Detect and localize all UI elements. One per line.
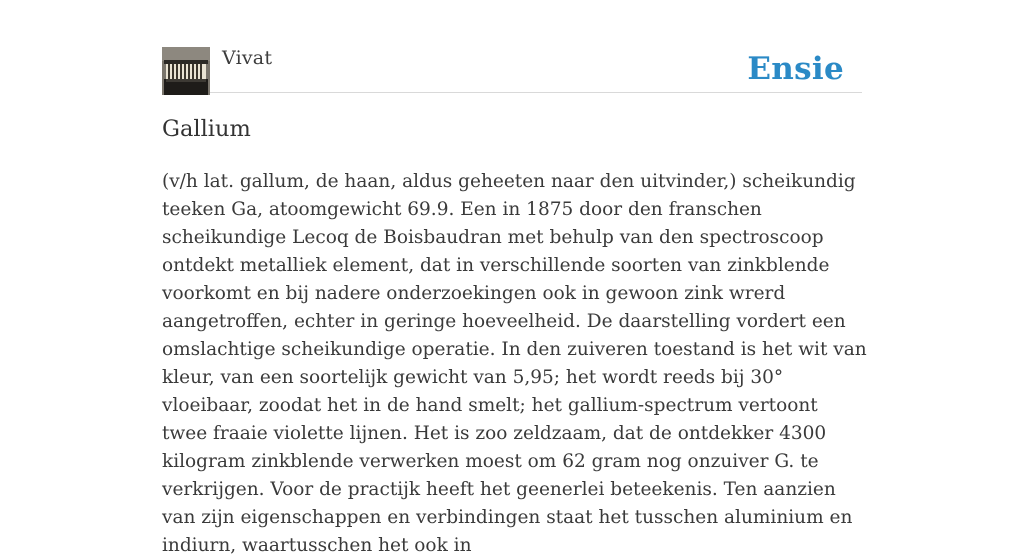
brand-logo[interactable]: Ensie (747, 51, 844, 87)
page-title: Gallium (162, 116, 251, 142)
avatar-image (162, 47, 210, 95)
site-header (162, 46, 862, 93)
book-spines-icon[interactable] (162, 47, 210, 95)
source-name[interactable]: Vivat (222, 47, 273, 69)
article-body: (v/h lat. gallum, de haan, aldus geheeten naar den uitvinder,) scheikundig teeken Ga, atoomgewicht 69.9. Een in 1875 door den franschen scheikundige Lecoq de Boisbaudran met behulp van den spectroscoop ontdekt metalliek element, dat in verschillende soorten van zinkblende voorkomt en bij nadere onderzoekingen ook in gewoon zink wrerd aangetroffen, echter in geringe hoeveelheid. De daarstelling vordert een omslachtige scheikundige operatie. In den zuiveren toestand is het wit van kleur, van een soortelijk gewicht van 5,95; het wordt reeds bij 30° vloeibaar, zoodat het in de hand smelt; het gallium-spectrum vertoont twee fraaie violette lijnen. Het is zoo zeldzaam, dat de ontdekker 4300 kilogram zinkblende verwerken moest om 62 gram nog onzuiver G. te verkrijgen. Voor de practijk heeft het geenerlei beteekenis. Ten aanzien van zijn eigenschappen en verbindingen staat het tusschen aluminium en indiurn, waartusschen het ook in (162, 171, 867, 556)
